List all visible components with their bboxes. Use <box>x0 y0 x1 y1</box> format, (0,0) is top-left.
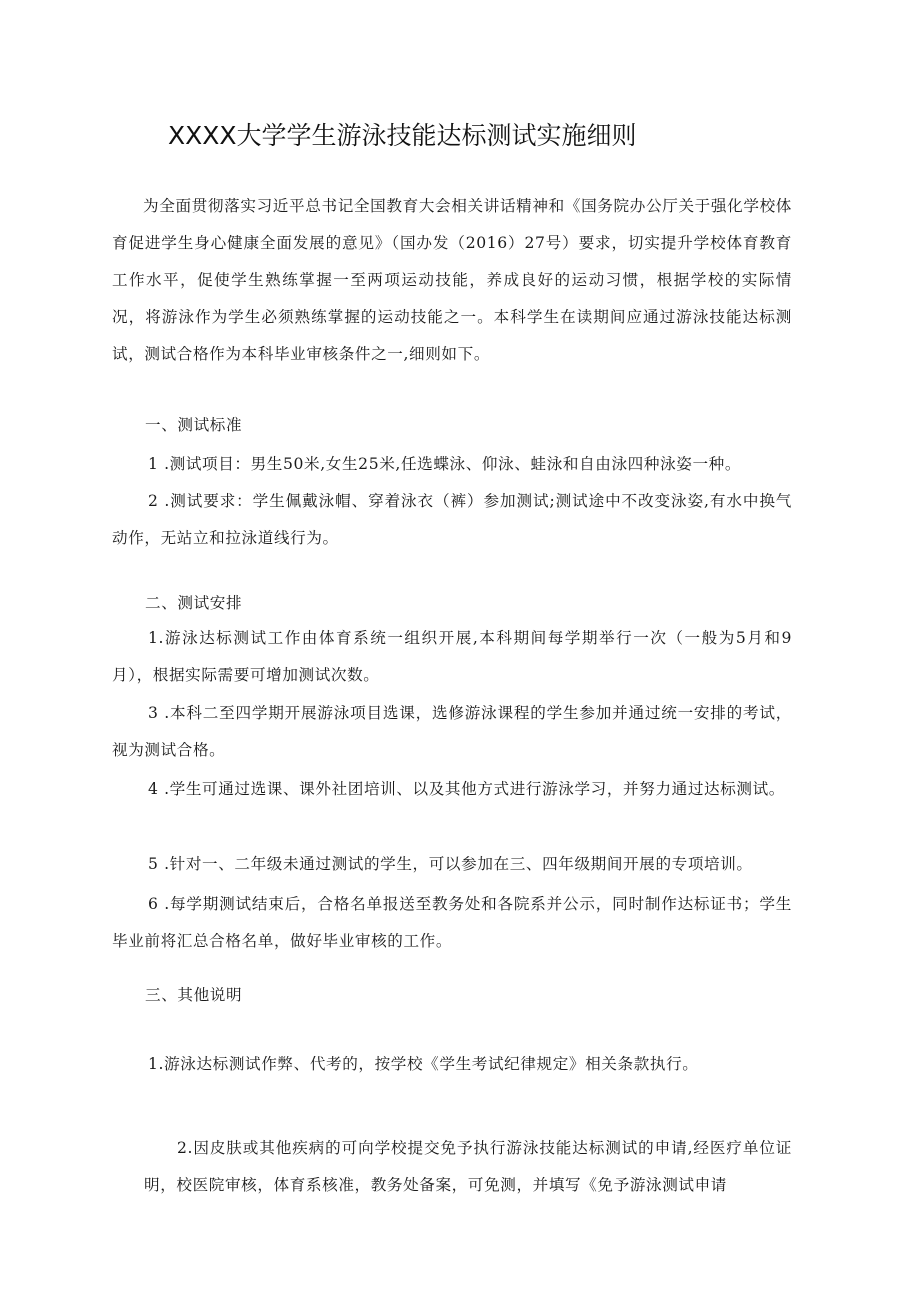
arrangement-item-5: 5 .针对一、二年级未通过测试的学生，可以参加在三、四年级期间开展的专项培训。 <box>148 855 753 873</box>
section-heading-other: 三、其他说明 <box>145 986 243 1004</box>
document-title: XXXX大学学生游泳技能达标测试实施细则 <box>168 121 637 150</box>
section-heading-arrangement: 二、测试安排 <box>145 594 243 612</box>
other-item-2: 2.因皮肤或其他疾病的可向学校提交免予执行游泳技能达标测试的申请,经医疗单位证明，校医院审核，体育系核准，教务处备案，可免测，并填写《免予游泳测试申请 <box>144 1139 792 1194</box>
other-item-1: 1.游泳达标测试作弊、代考的，按学校《学生考试纪律规定》相关条款执行。 <box>148 1055 699 1073</box>
arrangement-item-4: 4 .学生可通过选课、课外社团培训、以及其他方式进行游泳学习，并努力通过达标测试。 <box>148 780 785 798</box>
arrangement-item-6: 6 .每学期测试结束后，合格名单报送至教务处和各院系并公示，同时制作达标证书；学生毕业前将汇总合格名单，做好毕业审核的工作。 <box>112 895 792 950</box>
standards-item-1: 1 .测试项目：男生50米,女生25米,任选蝶泳、仰泳、蛙泳和自由泳四种泳姿一种。 <box>148 455 742 473</box>
intro-paragraph: 为全面贯彻落实习近平总书记全国教育大会相关讲话精神和《国务院办公厅关于强化学校体育促进学生身心健康全面发展的意见》（国办发（2016）27号）要求，切实提升学校体育教育工作水平，促使学生熟练掌握一至两项运动技能，养成良好的运动习惯，根据学校的实际情况，将游泳作为学生必须熟练掌握的运动技能之一。本科学生在读期间应通过游泳技能达标测试，测试合格作为本科毕业审核条件之一,细则如下。 <box>112 197 792 363</box>
standards-item-2: 2 .测试要求：学生佩戴泳帽、穿着泳衣（裤）参加测试;测试途中不改变泳姿,有水中换气动作，无站立和拉泳道线行为。 <box>112 492 792 547</box>
arrangement-item-3: 3 .本科二至四学期开展游泳项目选课，选修游泳课程的学生参加并通过统一安排的考试，视为测试合格。 <box>112 704 792 759</box>
arrangement-item-1: 1.游泳达标测试工作由体育系统一组织开展,本科期间每学期举行一次（一般为5月和9月），根据实际需要可增加测试次数。 <box>112 629 792 684</box>
section-heading-standards: 一、测试标准 <box>145 416 243 434</box>
